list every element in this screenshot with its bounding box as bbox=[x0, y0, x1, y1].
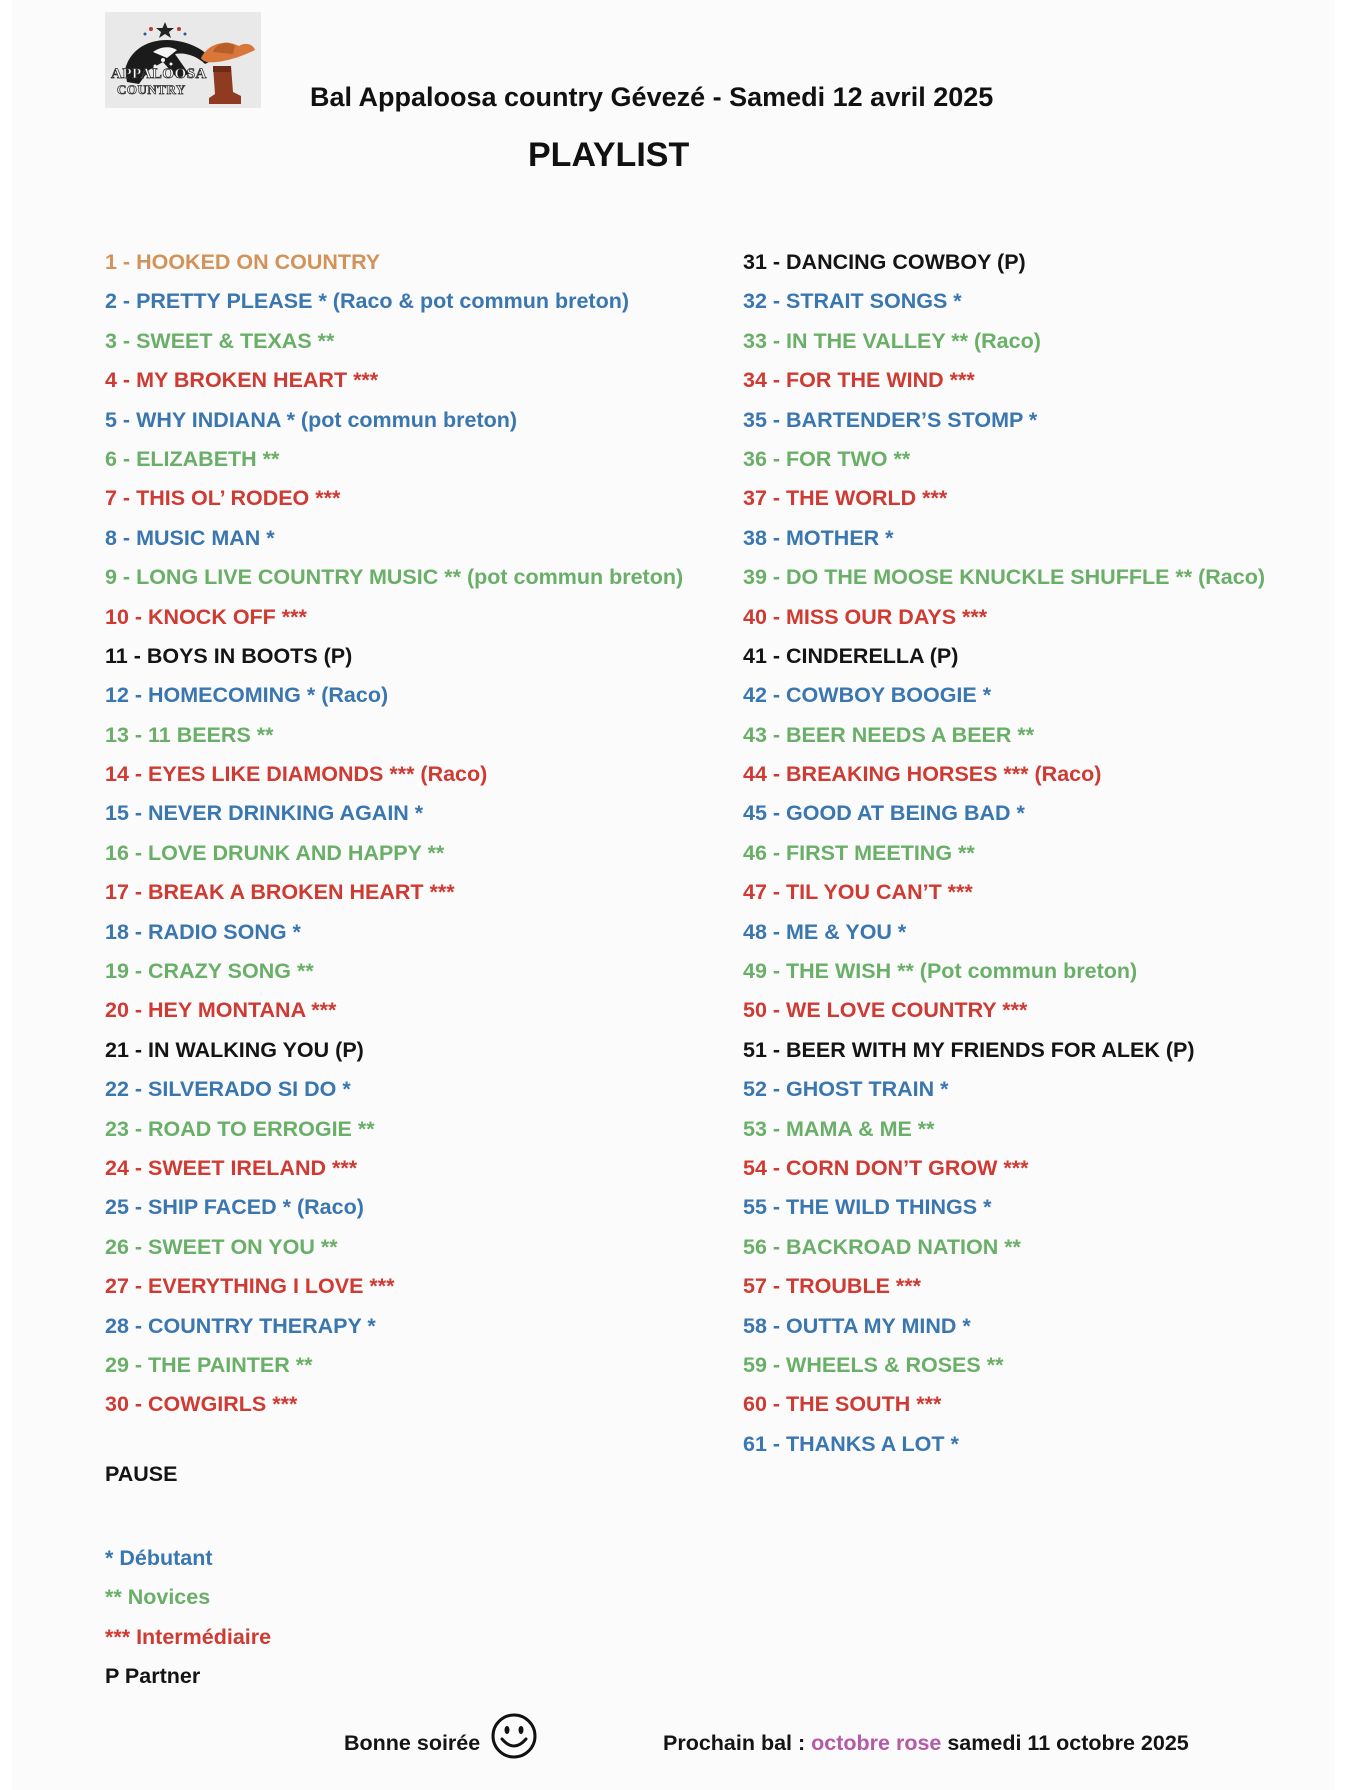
page-title: PLAYLIST bbox=[528, 136, 690, 174]
playlist-item: 8 - MUSIC MAN * bbox=[105, 525, 275, 550]
playlist-item: 52 - GHOST TRAIN * bbox=[743, 1077, 949, 1102]
appaloosa-logo bbox=[105, 12, 261, 108]
playlist-item: 16 - LOVE DRUNK AND HAPPY ** bbox=[105, 840, 445, 865]
level-legend bbox=[105, 1539, 271, 1697]
playlist-item: 31 - DANCING COWBOY (P) bbox=[743, 250, 1026, 274]
playlist-item: 30 - COWGIRLS *** bbox=[105, 1392, 298, 1417]
playlist-item: 37 - THE WORLD *** bbox=[743, 486, 948, 511]
playlist-item: 60 - THE SOUTH *** bbox=[743, 1392, 942, 1417]
playlist-item: 23 - ROAD TO ERROGIE ** bbox=[105, 1116, 375, 1141]
playlist-item: 46 - FIRST MEETING ** bbox=[743, 840, 975, 865]
playlist-item: 58 - OUTTA MY MIND * bbox=[743, 1313, 971, 1338]
playlist-item: 1 - HOOKED ON COUNTRY bbox=[105, 250, 381, 274]
playlist-item: 50 - WE LOVE COUNTRY *** bbox=[743, 998, 1028, 1023]
playlist-item: 56 - BACKROAD NATION ** bbox=[743, 1234, 1021, 1259]
greeting-text: Bonne soirée bbox=[344, 1730, 481, 1755]
playlist-item: 10 - KNOCK OFF *** bbox=[105, 604, 307, 629]
playlist-item: 42 - COWBOY BOOGIE * bbox=[743, 683, 992, 708]
playlist-item: 20 - HEY MONTANA *** bbox=[105, 998, 337, 1023]
playlist-column-left bbox=[105, 243, 683, 1425]
pause-label: PAUSE bbox=[105, 1462, 178, 1486]
playlist-item: 3 - SWEET & TEXAS ** bbox=[105, 328, 335, 353]
playlist-item: 59 - WHEELS & ROSES ** bbox=[743, 1352, 1004, 1377]
playlist-item: 41 - CINDERELLA (P) bbox=[743, 643, 959, 668]
playlist-item: 35 - BARTENDER’S STOMP * bbox=[743, 407, 1038, 432]
playlist-item: 11 - BOYS IN BOOTS (P) bbox=[105, 643, 353, 668]
playlist-item: 27 - EVERYTHING I LOVE *** bbox=[105, 1274, 395, 1299]
playlist-item: 53 - MAMA & ME ** bbox=[743, 1116, 935, 1141]
playlist-item: 5 - WHY INDIANA * (pot commun breton) bbox=[105, 407, 518, 432]
playlist-item: 33 - IN THE VALLEY ** (Raco) bbox=[743, 328, 1041, 353]
playlist-item: 15 - NEVER DRINKING AGAIN * bbox=[105, 801, 424, 826]
playlist-item: 17 - BREAK A BROKEN HEART *** bbox=[105, 880, 455, 905]
legend-partner: P Partner bbox=[105, 1664, 201, 1689]
playlist-item: 12 - HOMECOMING * (Raco) bbox=[105, 683, 389, 708]
playlist-item: 49 - THE WISH ** (Pot commun breton) bbox=[743, 959, 1138, 984]
playlist-item: 51 - BEER WITH MY FRIENDS FOR ALEK (P) bbox=[743, 1037, 1195, 1062]
playlist-item: 21 - IN WALKING YOU (P) bbox=[105, 1037, 364, 1062]
next-event bbox=[663, 1731, 1189, 1756]
playlist-item: 34 - FOR THE WIND *** bbox=[743, 368, 975, 393]
playlist-item: 22 - SILVERADO SI DO * bbox=[105, 1077, 351, 1102]
playlist-item: 55 - THE WILD THINGS * bbox=[743, 1195, 992, 1220]
playlist-item: 32 - STRAIT SONGS * bbox=[743, 289, 962, 314]
playlist-item: 14 - EYES LIKE DIAMONDS *** (Raco) bbox=[105, 762, 488, 787]
playlist-page bbox=[12, 0, 1335, 1790]
playlist-item: 7 - THIS OL’ RODEO *** bbox=[105, 486, 341, 511]
legend-intermediate: *** Intermédiaire bbox=[105, 1624, 272, 1649]
playlist-item: 39 - DO THE MOOSE KNUCKLE SHUFFLE ** (Raco) bbox=[743, 565, 1266, 590]
playlist-item: 26 - SWEET ON YOU ** bbox=[105, 1234, 338, 1259]
next-event-date: samedi 11 octobre 2025 bbox=[941, 1731, 1189, 1755]
playlist-item: 29 - THE PAINTER ** bbox=[105, 1352, 313, 1377]
playlist-item: 9 - LONG LIVE COUNTRY MUSIC ** (pot commun breton) bbox=[105, 565, 684, 590]
event-title: Bal Appaloosa country Gévezé - Samedi 12 avril 2025 bbox=[310, 82, 994, 112]
playlist-item: 25 - SHIP FACED * (Raco) bbox=[105, 1195, 364, 1220]
footer-greeting bbox=[344, 1726, 538, 1760]
playlist-item: 61 - THANKS A LOT * bbox=[743, 1431, 959, 1456]
playlist-item: 45 - GOOD AT BEING BAD * bbox=[743, 801, 1025, 826]
playlist-column-right bbox=[743, 243, 1265, 1464]
logo-text-line2: COUNTRY bbox=[117, 82, 186, 97]
playlist-item: 54 - CORN DON’T GROW *** bbox=[743, 1155, 1029, 1180]
playlist-item: 28 - COUNTRY THERAPY * bbox=[105, 1313, 376, 1338]
playlist-item: 57 - TROUBLE *** bbox=[743, 1274, 922, 1299]
next-event-prefix: Prochain bal : bbox=[663, 1731, 812, 1755]
playlist-item: 38 - MOTHER * bbox=[743, 525, 894, 550]
next-event-highlight: octobre rose bbox=[811, 1731, 942, 1755]
playlist-item: 2 - PRETTY PLEASE * (Raco & pot commun breton) bbox=[105, 289, 630, 314]
legend-novice: ** Novices bbox=[105, 1585, 211, 1610]
logo-text-line1: APPALOOSA bbox=[111, 66, 207, 82]
playlist-item: 19 - CRAZY SONG ** bbox=[105, 959, 314, 984]
playlist-item: 13 - 11 BEERS ** bbox=[105, 722, 274, 747]
playlist-item: 47 - TIL YOU CAN’T *** bbox=[743, 880, 973, 905]
playlist-item: 18 - RADIO SONG * bbox=[105, 919, 301, 944]
legend-beginner: * Débutant bbox=[105, 1546, 213, 1570]
playlist-item: 24 - SWEET IRELAND *** bbox=[105, 1155, 358, 1180]
playlist-item: 40 - MISS OUR DAYS *** bbox=[743, 604, 988, 629]
playlist-item: 48 - ME & YOU * bbox=[743, 919, 907, 944]
smiley-face-icon bbox=[490, 1712, 538, 1760]
playlist-item: 43 - BEER NEEDS A BEER ** bbox=[743, 722, 1035, 747]
playlist-item: 4 - MY BROKEN HEART *** bbox=[105, 368, 379, 393]
playlist-item: 44 - BREAKING HORSES *** (Raco) bbox=[743, 762, 1102, 787]
playlist-item: 6 - ELIZABETH ** bbox=[105, 446, 280, 471]
playlist-item: 36 - FOR TWO ** bbox=[743, 446, 911, 471]
